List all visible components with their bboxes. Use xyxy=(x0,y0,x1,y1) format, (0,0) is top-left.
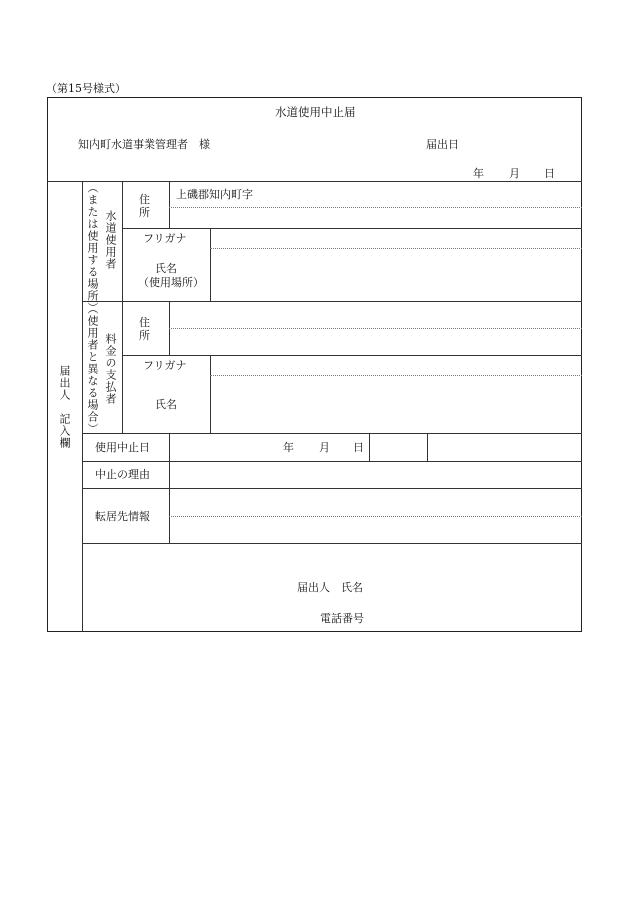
addressee: 知内町水道事業管理者 様 xyxy=(78,138,210,151)
stop-date-month[interactable]: 月 xyxy=(319,441,330,454)
applicant-name-label: 届出人 氏名 xyxy=(297,581,363,594)
submit-date-day[interactable]: 日 xyxy=(544,167,555,180)
side-label: 届出人 記入欄 xyxy=(58,365,71,449)
payer-section-bottom-line xyxy=(82,433,582,434)
user-furigana-label: フリガナ xyxy=(143,232,187,245)
user-section-bottom-line xyxy=(82,301,582,302)
form-number: （第15号様式） xyxy=(46,82,126,95)
reason-label: 中止の理由 xyxy=(95,468,150,481)
user-address-dotted-line xyxy=(169,207,582,208)
section-column-divider xyxy=(122,181,123,433)
stop-date-day[interactable]: 日 xyxy=(353,441,364,454)
user-address-label-1: 住 xyxy=(139,193,150,206)
new-address-bottom-line xyxy=(82,543,582,544)
side-column-divider xyxy=(82,181,83,632)
user-name-sub-label: （使用場所） xyxy=(138,276,204,289)
header-divider xyxy=(47,181,582,182)
submit-date-year[interactable]: 年 xyxy=(473,167,484,180)
payer-furigana-label: フリガナ xyxy=(143,359,187,372)
payer-section-sub-label: （使用者と異なる場合） xyxy=(86,303,99,435)
user-name-field[interactable] xyxy=(211,249,581,300)
submit-date-month[interactable]: 月 xyxy=(509,167,520,180)
form-title: 水道使用中止届 xyxy=(275,105,356,119)
user-furigana-top-line xyxy=(122,228,582,229)
payer-section-label: 料金の支払者 xyxy=(104,333,117,405)
new-address-label: 転居先情報 xyxy=(95,510,150,523)
payer-address-dotted-line xyxy=(169,328,582,329)
new-address-field[interactable] xyxy=(170,489,581,542)
form-frame xyxy=(47,97,582,632)
reason-field[interactable] xyxy=(170,462,581,488)
user-address-value[interactable]: 上磯郡知内町字 xyxy=(176,188,253,201)
payer-name-label: 氏名 xyxy=(155,398,177,411)
user-section-label: 水道使用者 xyxy=(104,210,117,270)
user-address-divider xyxy=(169,181,170,228)
stop-date-label: 使用中止日 xyxy=(95,441,150,454)
submit-date-label: 届出日 xyxy=(426,138,459,151)
stop-date-year[interactable]: 年 xyxy=(283,441,294,454)
payer-address-label-2: 所 xyxy=(139,329,150,342)
phone-label: 電話番号 xyxy=(320,612,364,625)
user-name-label: 氏名 xyxy=(155,262,177,275)
stop-date-divider-1 xyxy=(369,433,370,461)
user-address-label-2: 所 xyxy=(139,206,150,219)
payer-furigana-top-line xyxy=(122,355,582,356)
stop-date-divider-2 xyxy=(427,433,428,461)
payer-name-field[interactable] xyxy=(211,376,581,432)
user-section-sub-label: （または使用する場所） xyxy=(86,182,99,314)
payer-address-label-1: 住 xyxy=(139,316,150,329)
